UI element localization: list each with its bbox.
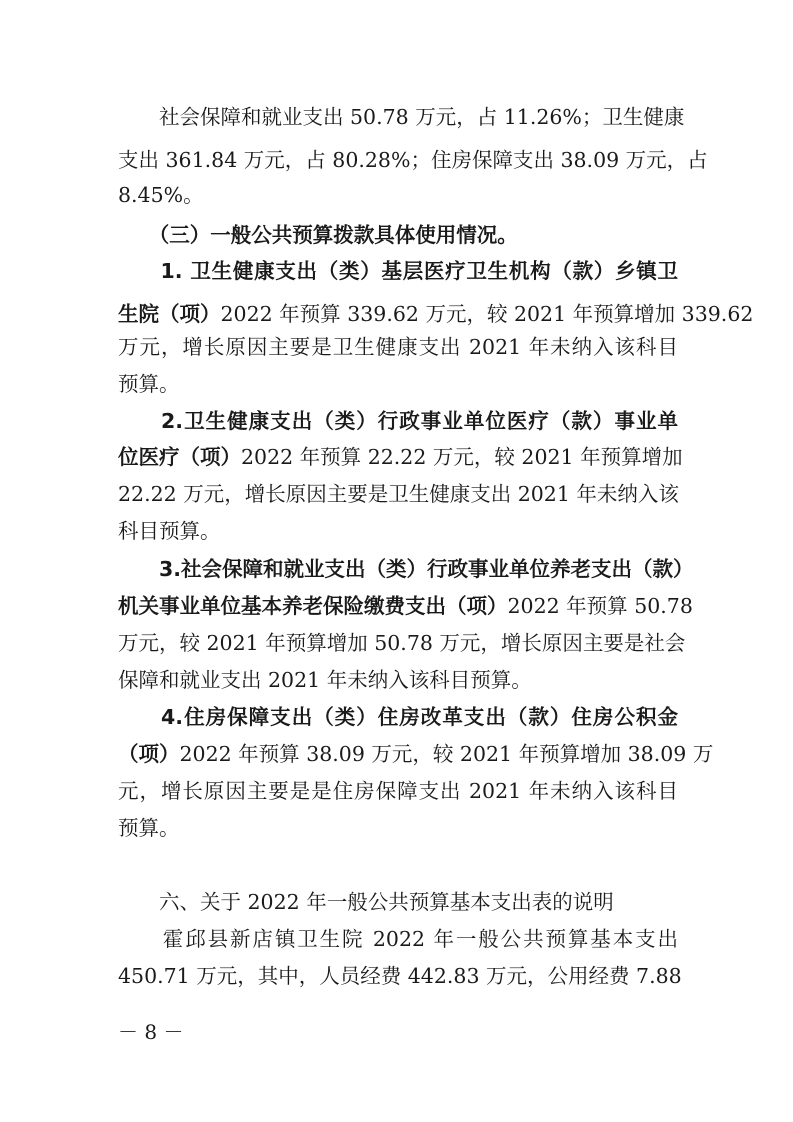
text-line: 预算。 — [118, 816, 180, 840]
text-line: 450.71 万元，其中，人员经费 442.83 万元，公用经费 7.88 — [118, 964, 682, 988]
text-rest: 2022 年预算 22.22 万元，较 2021 年预算增加 — [241, 445, 683, 469]
text-line: 霍邱县新店镇卫生院 2022 年一般公共预算基本支出 — [118, 927, 678, 951]
text-line: 保障和就业支出 2021 年未纳入该科目预算。 — [118, 668, 532, 692]
text-line: 万元，增长原因主要是卫生健康支出 2021 年未纳入该科目 — [118, 335, 678, 359]
text-line: 万元，较 2021 年预算增加 50.78 万元，增长原因主要是社会 — [118, 631, 686, 655]
bold-lead: 生院（项） — [118, 302, 221, 326]
text-line: 预算。 — [118, 372, 180, 396]
item-heading: 3.社会保障和就业支出（类）行政事业单位养老支出（款） — [118, 557, 694, 581]
text-rest: 2022 年预算 38.09 万元，较 2021 年预算增加 38.09 万 — [179, 742, 714, 766]
text-rest: 2022 年预算 339.62 万元，较 2021 年预算增加 339.62 — [220, 302, 754, 326]
text-line — [118, 592, 693, 620]
item-heading: 4.住房保障支出（类）住房改革支出（款）住房公积金 — [118, 705, 678, 729]
section-heading: （三）一般公共预算拨款具体使用情况。 — [118, 223, 518, 247]
page-number: － 8 － — [118, 1020, 184, 1044]
bold-lead: 位医疗（项） — [118, 445, 241, 469]
text-line: 社会保障和就业支出 50.78 万元，占 11.26%；卫生健康 — [118, 105, 685, 129]
item-heading: 1. 卫生健康支出（类）基层医疗卫生机构（款）乡镇卫 — [118, 259, 678, 283]
text-line — [118, 443, 683, 471]
text-line — [118, 740, 714, 768]
section-title: 六、关于 2022 年一般公共预算基本支出表的说明 — [118, 890, 614, 914]
text-line: 22.22 万元，增长原因主要是卫生健康支出 2021 年未纳入该 — [118, 482, 679, 506]
bold-lead: 机关事业单位基本养老保险缴费支出（项） — [118, 594, 508, 618]
text-line: 8.45%。 — [118, 183, 204, 207]
text-rest: 2022 年预算 50.78 — [507, 594, 693, 618]
text-line: 科目预算。 — [118, 519, 221, 543]
bold-lead: （项） — [118, 742, 180, 766]
text-line — [118, 300, 754, 328]
text-line: 元，增长原因主要是是住房保障支出 2021 年未纳入该科目 — [118, 779, 678, 803]
item-heading: 2.卫生健康支出（类）行政事业单位医疗（款）事业单 — [118, 409, 678, 433]
text-line: 支出 361.84 万元，占 80.28%；住房保障支出 38.09 万元，占 — [118, 148, 708, 172]
